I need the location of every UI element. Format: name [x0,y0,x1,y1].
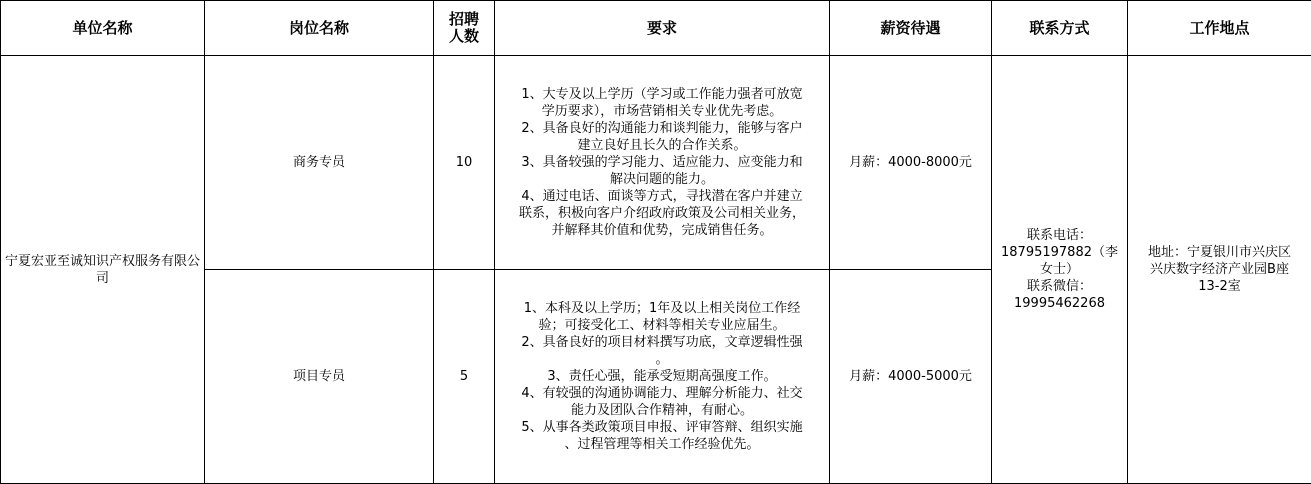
requirement-line: 并解释其价值和优势，完成销售任务。 [551,223,773,238]
requirement-line: 联系，积极向客户介绍政府政策及公司相关业务， [518,206,805,221]
header-requirements: 要求 [495,1,830,56]
company-name [1,56,205,484]
count-cell: 5 [434,270,495,484]
requirement-line: 1、本科及以上学历；1年及以上相关岗位工作经 [523,301,801,316]
requirement-line: 1、大专及以上学历（学习或工作能力强者可放宽 [521,87,803,102]
requirement-line: 。 [655,352,669,367]
header-count-label: 招聘人数 [448,10,479,45]
header-company: 单位名称 [1,1,205,56]
requirement-line: 4、通过电话、面谈等方式，寻找潜在客户并建立 [521,189,803,204]
contact-line: 19995462268 [1014,296,1105,311]
table-row [1,56,1311,270]
requirement-line: 3、具备较强的学习能力、适应能力、应变能力和 [521,155,803,170]
contact-line: 联系微信： [1026,279,1092,294]
salary-cell: 月薪：4000-5000元 [830,270,992,484]
requirement-line: 3、责任心强，能承受短期高强度工作。 [547,369,777,384]
requirement-line: 2、具备良好的项目材料撰写功底，文章逻辑性强 [521,335,803,350]
requirements-cell [495,56,830,270]
work-location [1128,56,1311,484]
requirements-cell [495,270,830,484]
contact-info [992,56,1128,484]
requirement-line: 能力及团队合作精神，有耐心。 [570,403,753,418]
header-contact: 联系方式 [992,1,1128,56]
location-line: 兴庆数字经济产业园B座 [1150,262,1289,277]
location-line: 地址：宁夏银川市兴庆区 [1147,245,1291,260]
header-location: 工作地点 [1128,1,1311,56]
position-cell: 项目专员 [205,270,434,484]
company-name-text: 宁夏宏亚至诚知识产权服务有限公司 [4,253,200,286]
requirement-line: 2、具备良好的沟通能力和谈判能力，能够与客户 [521,121,803,136]
location-line: 13-2室 [1198,279,1241,294]
header-salary: 薪资待遇 [830,1,992,56]
requirement-line: 建立良好且长久的合作关系。 [577,138,747,153]
requirement-line: 、过程管理等相关工作经验优先。 [564,437,760,452]
salary-cell: 月薪：4000-8000元 [830,56,992,270]
requirement-line: 4、有较强的沟通协调能力、理解分析能力、社交 [521,386,803,401]
requirement-line: 解决问题的能力。 [609,172,714,187]
position-cell: 商务专员 [205,56,434,270]
contact-line: 18795197882（李 [1001,245,1118,260]
header-count [434,1,495,56]
header-position: 岗位名称 [205,1,434,56]
requirement-line: 验；可接受化工、材料等相关专业应届生。 [538,318,786,333]
contact-line: 联系电话： [1026,228,1092,243]
contact-line: 女士） [1039,262,1079,277]
requirement-line: 5、从事各类政策项目申报、评审答辩、组织实施 [521,420,803,435]
header-row [1,1,1311,56]
count-cell: 10 [434,56,495,270]
requirement-line: 学历要求），市场营销相关专业优先考虑。 [541,104,783,119]
